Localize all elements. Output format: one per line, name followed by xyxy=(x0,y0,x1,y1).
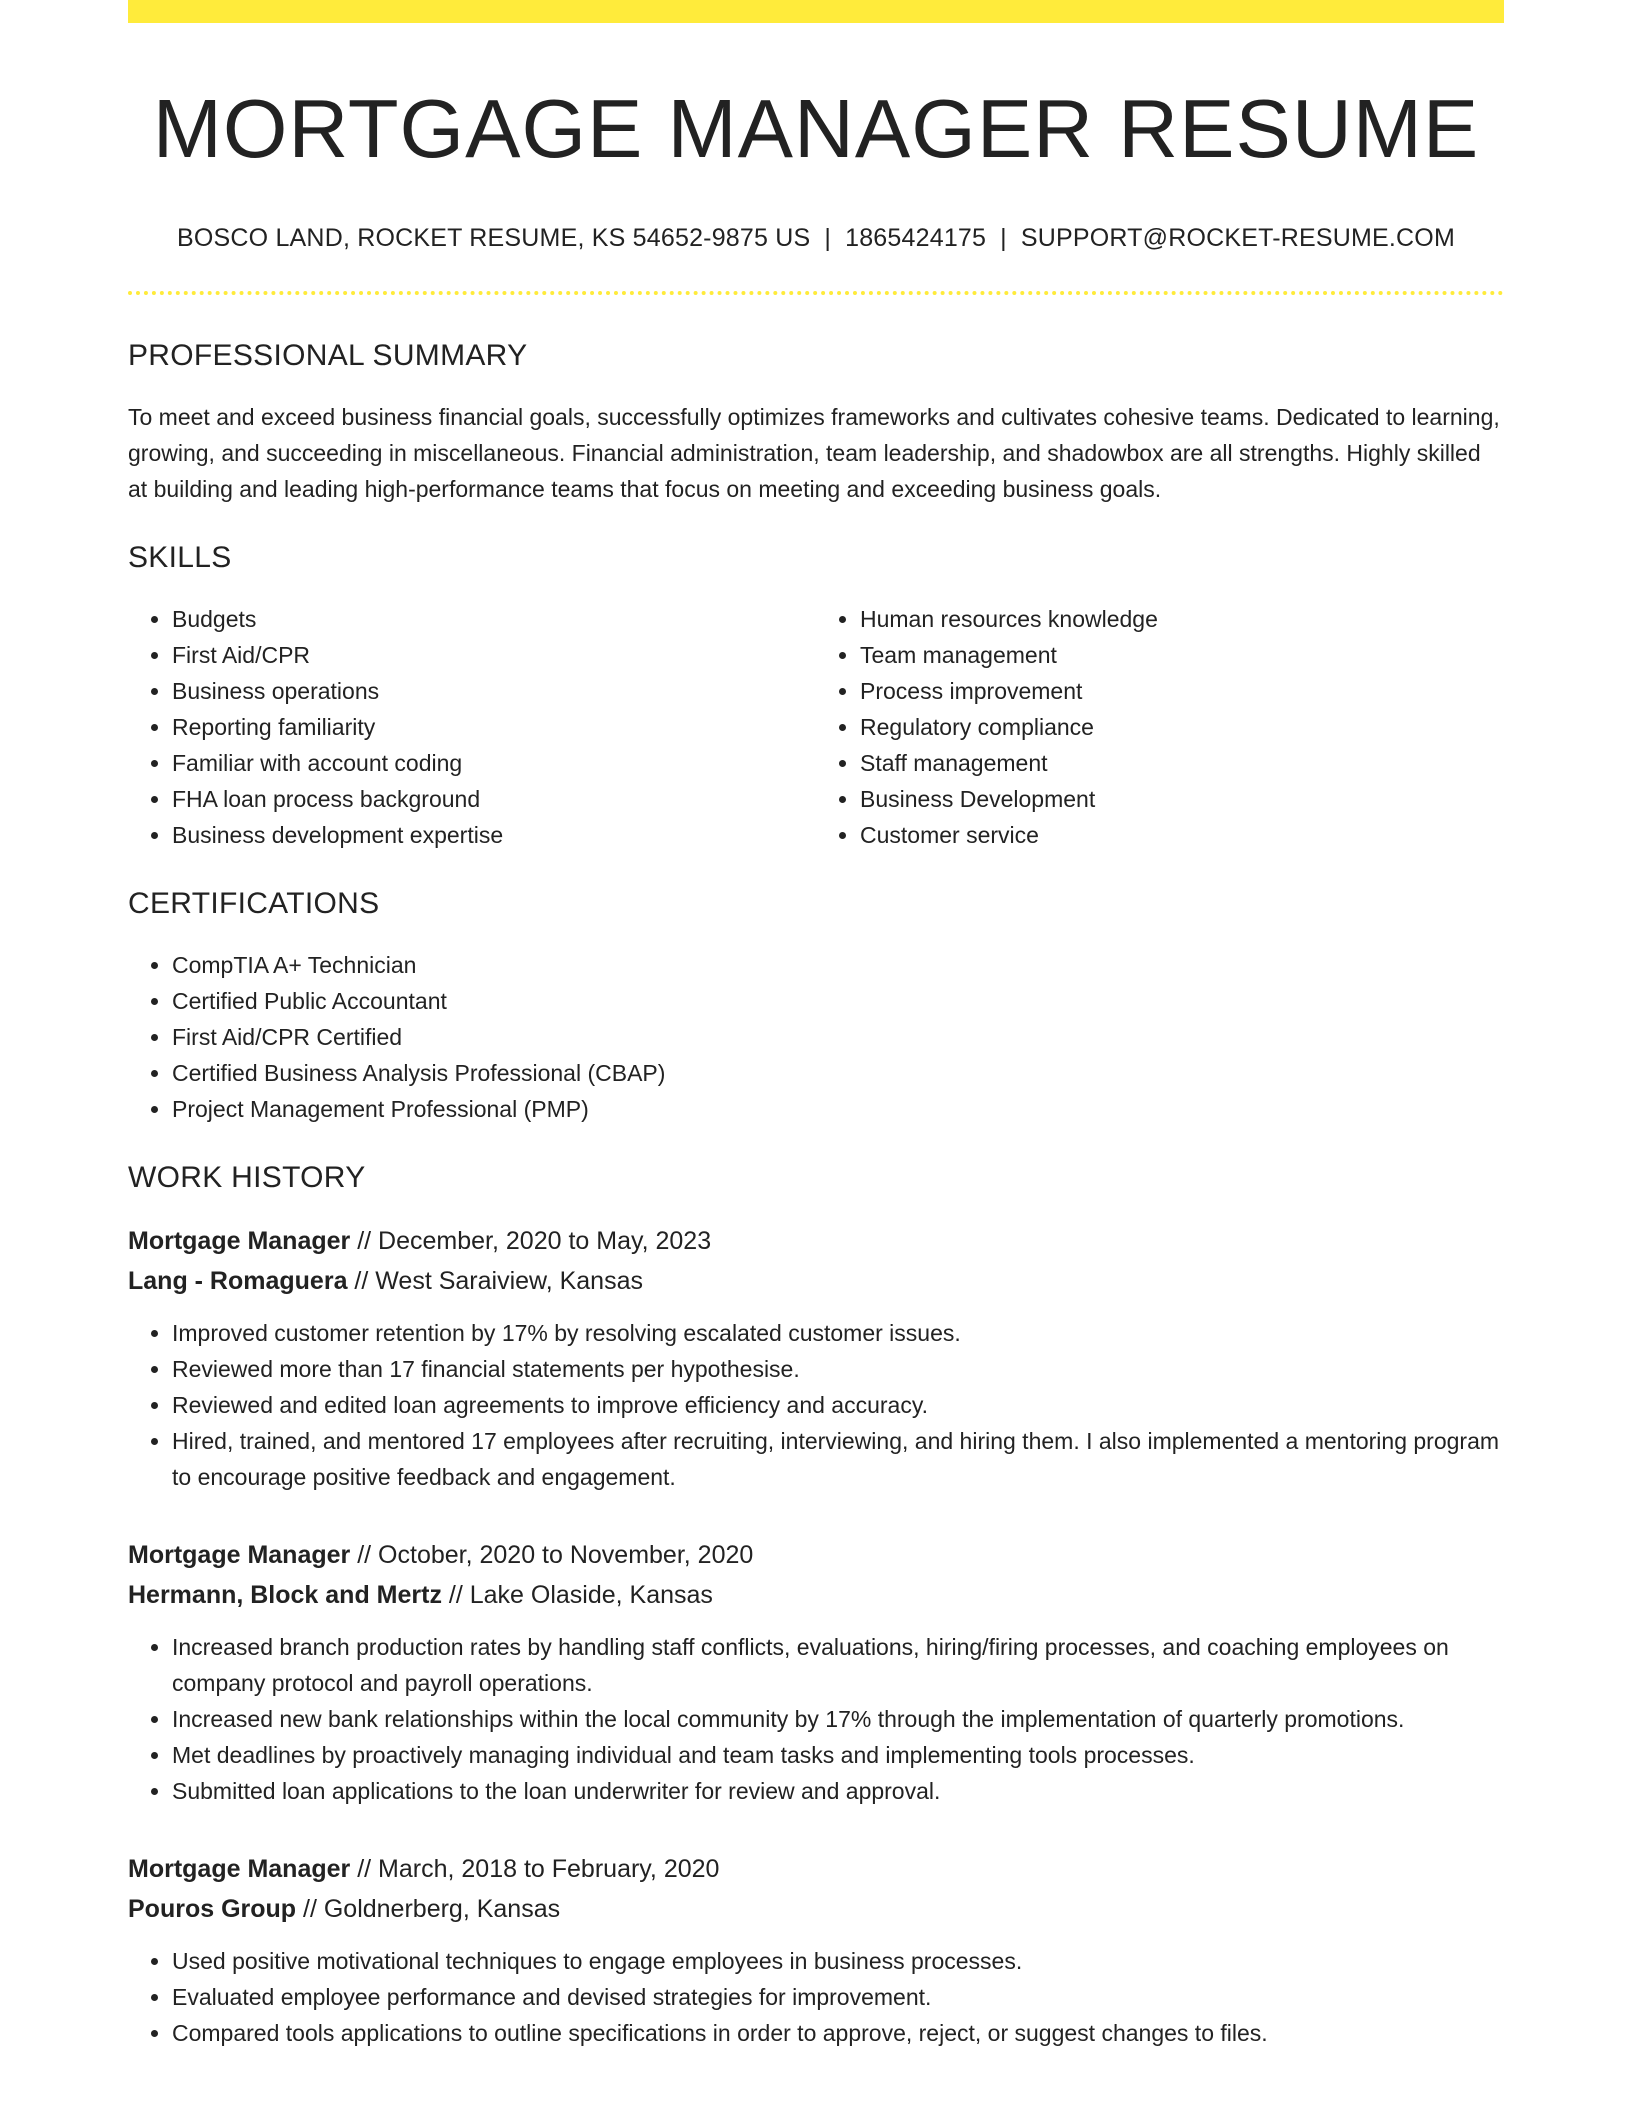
skill-item: • Regulatory compliance xyxy=(860,709,1504,745)
job-bullet: • Used positive motivational techniques to engage employees in business processes. xyxy=(172,1943,1504,1979)
certification-item: • First Aid/CPR Certified xyxy=(172,1019,1504,1055)
job-bullet: • Hired, trained, and mentored 17 employees after recruiting, interviewing, and hiring them. I also implemented a mentoring program to encourage positive feedback and engagement. xyxy=(172,1423,1504,1495)
job-title: Mortgage Manager xyxy=(128,1541,351,1570)
contact-separator: | xyxy=(1000,224,1007,253)
skills-right-list xyxy=(816,601,1504,853)
job-entry xyxy=(128,1221,1504,1495)
job-bullet: • Increased new bank relationships within the local community by 17% through the implementation of quarterly promotions. xyxy=(172,1701,1504,1737)
certifications-section xyxy=(128,887,1504,1127)
certification-item: • Project Management Professional (PMP) xyxy=(172,1091,1504,1127)
summary-text: To meet and exceed business financial goals, successfully optimizes frameworks and cultivates cohesive teams. Dedicated to learning, growing, and succeeding in miscellaneous. Financial administration, team leadership, and shadowbox are all strengths. Highly skilled at building and leading high-performance teams that focus on meeting and exceeding business goals. xyxy=(128,404,1500,503)
job-company-line xyxy=(128,1575,1504,1615)
job-company-line xyxy=(128,1261,1504,1301)
skill-item: • FHA loan process background xyxy=(172,781,816,817)
job-dates: // December, 2020 to May, 2023 xyxy=(350,1227,712,1256)
job-entry xyxy=(128,1535,1504,1809)
job-bullet: • Increased branch production rates by handling staff conflicts, evaluations, hiring/firing processes, and coaching employees on company protocol and payroll operations. xyxy=(172,1629,1504,1701)
skill-item: • Customer service xyxy=(860,817,1504,853)
job-location: // West Saraiview, Kansas xyxy=(347,1267,643,1296)
top-accent-bar xyxy=(128,0,1504,23)
resume-title: MORTGAGE MANAGER RESUME xyxy=(152,82,1480,175)
job-title-line xyxy=(128,1221,1504,1261)
job-bullets xyxy=(128,1943,1504,2051)
skill-item: • Familiar with account coding xyxy=(172,745,816,781)
contact-separator: | xyxy=(824,224,832,253)
dotted-divider xyxy=(128,291,1504,295)
skill-item: • Process improvement xyxy=(860,673,1504,709)
job-dates: // March, 2018 to February, 2020 xyxy=(350,1855,720,1884)
skills-left-list xyxy=(128,601,816,853)
skill-item: • Human resources knowledge xyxy=(860,601,1504,637)
skill-item: • First Aid/CPR xyxy=(172,637,816,673)
job-entry xyxy=(128,1849,1504,2051)
job-company: Hermann, Block and Mertz xyxy=(128,1581,442,1610)
contact-line xyxy=(128,224,1504,253)
job-company: Lang - Romaguera xyxy=(128,1267,348,1296)
job-title-line xyxy=(128,1849,1504,1889)
job-company: Pouros Group xyxy=(128,1895,297,1924)
skill-item: • Staff management xyxy=(860,745,1504,781)
certification-item: • Certified Public Accountant xyxy=(172,983,1504,1019)
job-location: // Goldnerberg, Kansas xyxy=(296,1895,561,1924)
skills-columns xyxy=(128,601,1504,853)
job-title: Mortgage Manager xyxy=(128,1855,351,1884)
certifications-heading: CERTIFICATIONS xyxy=(128,887,380,921)
contact-address: BOSCO LAND, ROCKET RESUME, KS 54652-9875 US xyxy=(177,224,811,253)
work-history-section xyxy=(128,1161,1504,2051)
skill-item: • Reporting familiarity xyxy=(172,709,816,745)
certifications-list xyxy=(128,947,1504,1127)
summary-heading: PROFESSIONAL SUMMARY xyxy=(128,339,528,373)
contact-phone: 1865424175 xyxy=(845,224,987,253)
job-bullet: • Submitted loan applications to the loan underwriter for review and approval. xyxy=(172,1773,1504,1809)
job-company-line xyxy=(128,1889,1504,1929)
skill-item: • Business Development xyxy=(860,781,1504,817)
work-history-heading: WORK HISTORY xyxy=(128,1161,366,1195)
job-bullets xyxy=(128,1629,1504,1809)
certification-item: • CompTIA A+ Technician xyxy=(172,947,1504,983)
job-bullet: • Met deadlines by proactively managing individual and team tasks and implementing tools processes. xyxy=(172,1737,1504,1773)
skill-item: • Team management xyxy=(860,637,1504,673)
skills-section xyxy=(128,541,1504,853)
skill-item: • Business operations xyxy=(172,673,816,709)
contact-email[interactable]: SUPPORT@ROCKET-RESUME.COM xyxy=(1020,224,1455,253)
job-dates: // October, 2020 to November, 2020 xyxy=(350,1541,754,1570)
job-title: Mortgage Manager xyxy=(128,1227,351,1256)
skill-item: • Business development expertise xyxy=(172,817,816,853)
certification-item: • Certified Business Analysis Professional (CBAP) xyxy=(172,1055,1504,1091)
job-title-line xyxy=(128,1535,1504,1575)
job-bullet: • Improved customer retention by 17% by resolving escalated customer issues. xyxy=(172,1315,1504,1351)
job-bullet: • Evaluated employee performance and devised strategies for improvement. xyxy=(172,1979,1504,2015)
job-location: // Lake Olaside, Kansas xyxy=(441,1581,713,1610)
job-bullet: • Reviewed and edited loan agreements to improve efficiency and accuracy. xyxy=(172,1387,1504,1423)
job-bullet: • Compared tools applications to outline specifications in order to approve, reject, or suggest changes to files. xyxy=(172,2015,1504,2051)
job-bullet: • Reviewed more than 17 financial statements per hypothesise. xyxy=(172,1351,1504,1387)
skills-heading: SKILLS xyxy=(128,541,232,575)
resume-page xyxy=(128,0,1504,2051)
skill-item: • Budgets xyxy=(172,601,816,637)
job-bullets xyxy=(128,1315,1504,1495)
summary-section xyxy=(128,339,1504,507)
